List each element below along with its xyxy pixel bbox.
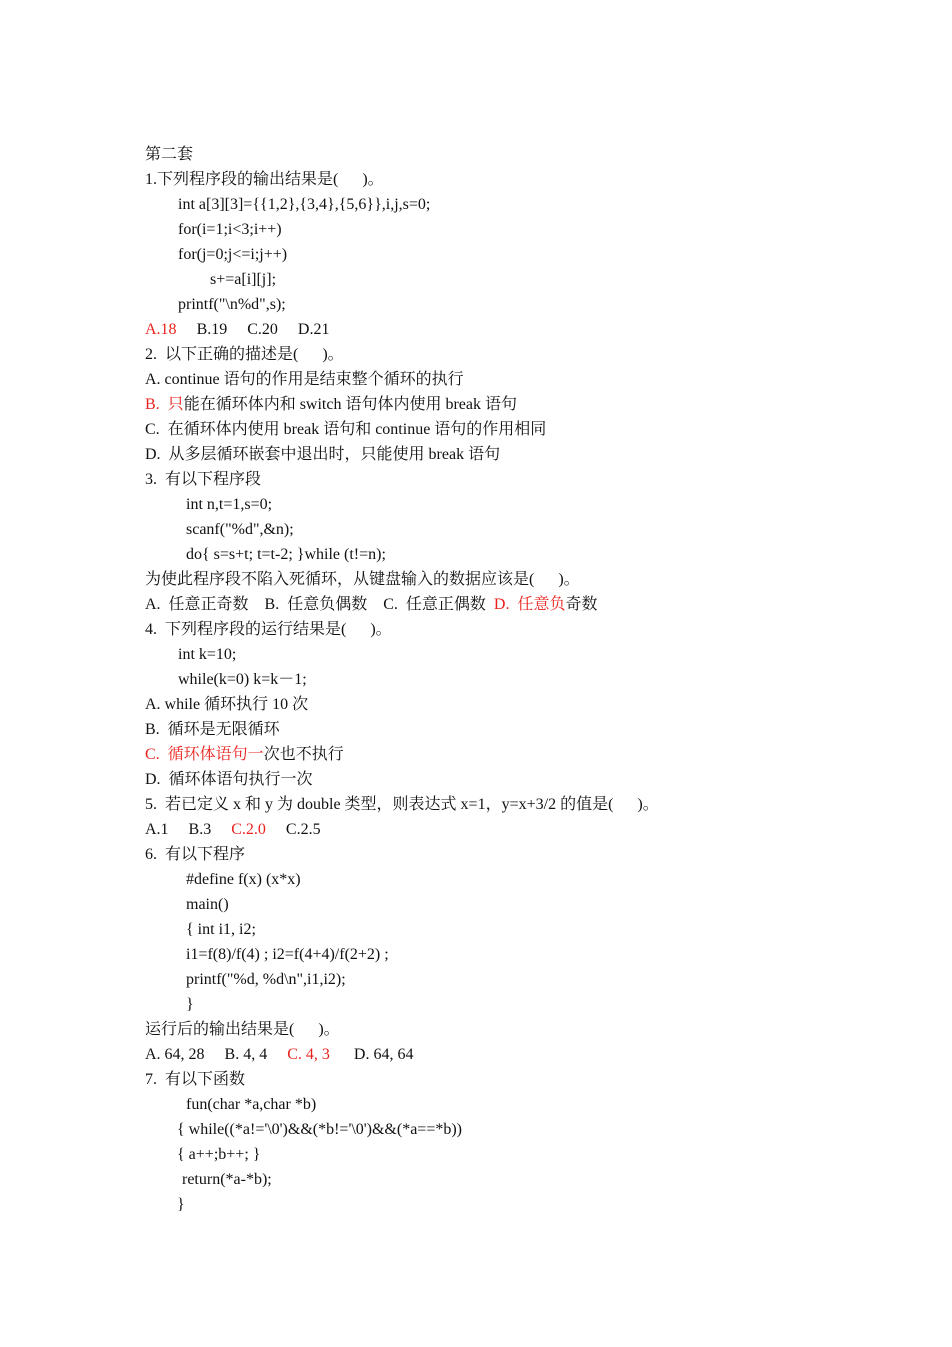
q6-options-tail: D. 64, 64 [329, 1046, 414, 1063]
q2-answer: B. 只 [145, 396, 184, 413]
q6-stem: 6. 有以下程序 [145, 846, 246, 863]
q5-options-tail: C.2.5 [265, 821, 321, 838]
q2-stem: 2. 以下正确的描述是( )。 [145, 346, 344, 363]
q1-options [145, 320, 329, 340]
q4-stem: 4. 下列程序段的运行结果是( )。 [145, 621, 392, 638]
q4-option-c-rest: 次也不执行 [263, 746, 344, 763]
q4-option-b: B. 循环是无限循环 [145, 721, 280, 738]
q1-options-rest: B.19 C.20 D.21 [196, 321, 330, 338]
q2-option-b [145, 395, 517, 415]
q1-stem: 1.下列程序段的输出结果是( )。 [145, 171, 384, 188]
q4-answer: C. 循环体语句一 [145, 746, 264, 763]
q7-code-line: { while((*a!='\0')&&(*b!='\0')&&(*a==*b)) [177, 1121, 463, 1138]
q5-answer: C.2.0 [231, 821, 266, 838]
q7-code-line: return(*a-*b); [182, 1171, 272, 1188]
q2-option-a: A. continue 语句的作用是结束整个循环的执行 [145, 371, 464, 388]
q3-answer: D. 任意负 [493, 596, 566, 613]
q3-stem: 3. 有以下程序段 [145, 471, 262, 488]
q3-answer-tail: 奇数 [565, 596, 598, 613]
q7-code-line: { a++;b++; } [177, 1146, 261, 1163]
q1-code-line: for(i=1;i<3;i++) [178, 221, 282, 238]
q5-options [145, 820, 321, 840]
q3-code-line: do{ s=s+t; t=t-2; }while (t!=n); [186, 546, 386, 563]
q6-options-head: A. 64, 28 B. 4, 4 [145, 1046, 288, 1063]
q5-stem: 5. 若已定义 x 和 y 为 double 类型，则表达式 x=1，y=x+3/2 的值是( )。 [145, 796, 659, 813]
section-title: 第二套 [145, 146, 194, 163]
q6-options [145, 1045, 413, 1065]
q6-question: 运行后的输出结果是( )。 [145, 1021, 340, 1038]
q7-stem: 7. 有以下函数 [145, 1071, 246, 1088]
q6-code-line: main() [186, 896, 229, 913]
q3-options [145, 595, 597, 615]
q1-code-line: int a[3][3]={{1,2},{3,4},{5,6}},i,j,s=0; [178, 196, 431, 213]
q5-options-head: A.1 B.3 [145, 821, 232, 838]
q3-code-line: scanf("%d",&n); [186, 521, 294, 538]
q7-code-line: fun(char *a,char *b) [186, 1096, 317, 1113]
q7-code-line: } [177, 1196, 185, 1213]
q6-code-line: #define f(x) (x*x) [186, 871, 301, 888]
q4-option-a: A. while 循环执行 10 次 [145, 696, 309, 713]
q2-option-b-rest: 能在循环体内和 switch 语句体内使用 break 语句 [183, 396, 517, 413]
q1-code-line: s+=a[i][j]; [210, 271, 277, 288]
q6-code-line: { int i1, i2; [186, 921, 256, 938]
q1-code-line: printf("\n%d",s); [178, 296, 286, 313]
q2-option-d: D. 从多层循环嵌套中退出时，只能使用 break 语句 [145, 446, 501, 463]
q1-code-line: for(j=0;j<=i;j++) [178, 246, 288, 263]
q4-option-c [145, 745, 344, 765]
q4-code-line: while(k=0) k=k－1; [178, 671, 307, 688]
q6-code-line: i1=f(8)/f(4) ; i2=f(4+4)/f(2+2) ; [186, 946, 389, 963]
q1-answer: A.18 [145, 321, 177, 338]
q3-question: 为使此程序段不陷入死循环，从键盘输入的数据应该是( )。 [145, 571, 580, 588]
q6-answer: C. 4, 3 [287, 1046, 330, 1063]
q3-code-line: int n,t=1,s=0; [186, 496, 273, 513]
q2-option-c: C. 在循环体内使用 break 语句和 continue 语句的作用相同 [145, 421, 547, 438]
q4-option-d: D. 循环体语句执行一次 [145, 771, 313, 788]
q6-code-line: } [186, 996, 194, 1013]
q4-code-line: int k=10; [178, 646, 237, 663]
q3-options-rest: A. 任意正奇数 B. 任意负偶数 C. 任意正偶数 [145, 596, 494, 613]
q6-code-line: printf("%d, %d\n",i1,i2); [186, 971, 346, 988]
